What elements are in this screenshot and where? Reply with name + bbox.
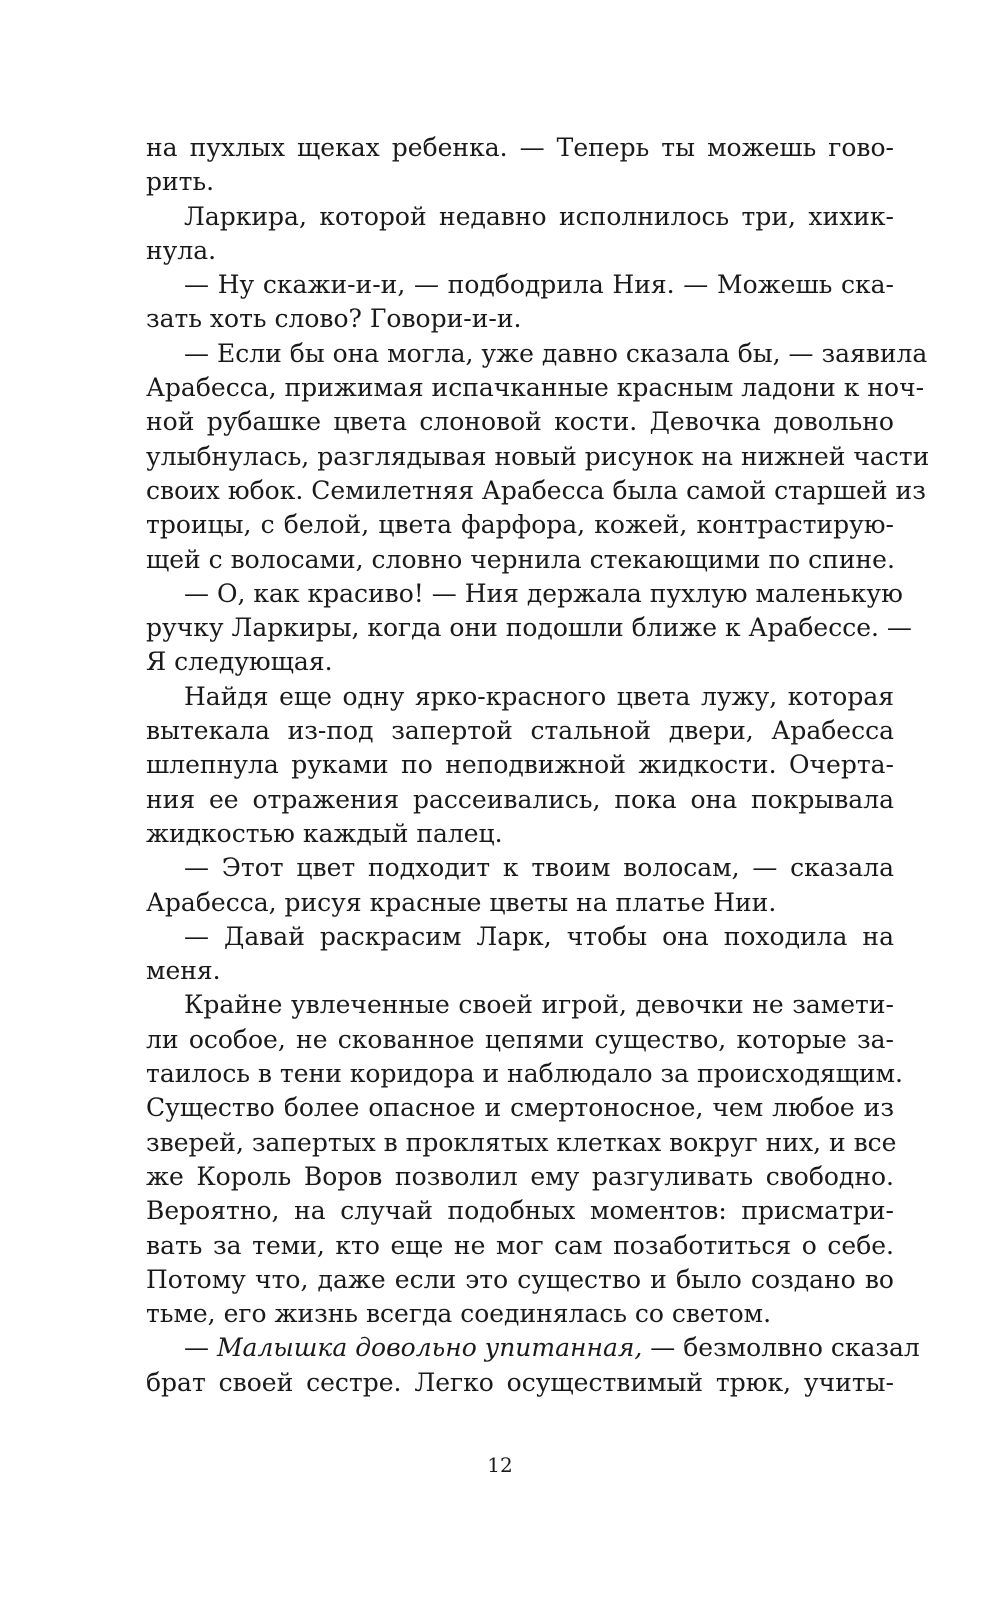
text-line: троицы, с белой, цвета фарфора, кожей, контрастирую-: [146, 510, 894, 540]
text-line: ручку Ларкиры, когда они подошли ближе к Арабессе. —: [146, 613, 912, 643]
text-line-mixed: [146, 1331, 920, 1365]
text-line: Ларкира, которой недавно исполнилось три, хихик-: [184, 201, 894, 231]
text-line: жидкостью каждый палец.: [146, 818, 503, 848]
text-line: тьме, его жизнь всегда соединялась со светом.: [146, 1299, 772, 1329]
text-fragment: — безмолвно сказал: [650, 1333, 920, 1363]
text-line: таилось в тени коридора и наблюдало за происходящим.: [146, 1059, 903, 1089]
text-line: меня.: [146, 956, 221, 986]
text-line: рить.: [146, 167, 215, 197]
text-line: улыбнулась, разглядывая новый рисунок на нижней части: [146, 441, 930, 471]
text-line: Потому что, даже если это существо и было создано во: [146, 1264, 894, 1294]
text-line: Крайне увлеченные своей игрой, девочки не замети-: [184, 990, 894, 1020]
text-line: зать хоть слово? Говори-и-и.: [146, 304, 522, 334]
text-line: Вероятно, на случай подобных моментов: присматри-: [146, 1196, 894, 1226]
text-line: — О, как красиво! — Ния держала пухлую маленькую: [184, 578, 903, 608]
text-line: ния ее отражения рассеивались, пока она покрывала: [146, 784, 894, 814]
text-line: вытекала из-под запертой стальной двери, Арабесса: [146, 716, 894, 746]
text-line: вать за теми, кто еще не мог сам позаботиться о себе.: [146, 1230, 894, 1260]
text-line: ной рубашке цвета слоновой кости. Девочка довольно: [146, 407, 894, 437]
text-line: Я следующая.: [146, 647, 333, 677]
page-number: 12: [487, 1453, 513, 1477]
text-line: Существо более опасное и смертоносное, чем любое из: [146, 1093, 894, 1123]
text-line: щей с волосами, словно чернила стекающими по спине.: [146, 544, 895, 574]
italic-speech: Малышка довольно упитанная,: [216, 1333, 643, 1363]
text-line: шлепнула руками по неподвижной жидкости. Очерта-: [146, 750, 894, 780]
text-line: Арабесса, рисуя красные цветы на платье Нии.: [146, 887, 777, 917]
text-line: — Ну скажи-и-и, — подбодрила Ния. — Можешь ска-: [184, 270, 894, 300]
text-line: Арабесса, прижимая испачканные красным ладони к ноч-: [146, 373, 925, 403]
text-line: — Давай раскрасим Ларк, чтобы она походила на: [184, 921, 894, 951]
text-line: нула.: [146, 235, 217, 265]
text-line: — Если бы она могла, уже давно сказала бы, — заявила: [184, 338, 928, 368]
dash: —: [184, 1333, 209, 1363]
text-line: зверей, запертых в проклятых клетках вокруг них, и все: [146, 1127, 897, 1157]
text-line: — Этот цвет подходит к твоим волосам, — сказала: [184, 853, 894, 883]
text-line: Найдя еще одну ярко-красного цвета лужу, которая: [184, 681, 894, 711]
text-line: на пухлых щеках ребенка. — Теперь ты можешь гово-: [146, 133, 894, 162]
text-line: ли особое, не скованное цепями существо, которые за-: [146, 1024, 894, 1054]
text-line: своих юбок. Семилетняя Арабесса была самой старшей из: [146, 475, 926, 505]
text-line: же Король Воров позволил ему разгуливать свободно.: [146, 1161, 894, 1191]
body-text: [146, 131, 930, 1400]
text-line: брат своей сестре. Легко осуществимый трюк, учиты-: [146, 1367, 894, 1397]
